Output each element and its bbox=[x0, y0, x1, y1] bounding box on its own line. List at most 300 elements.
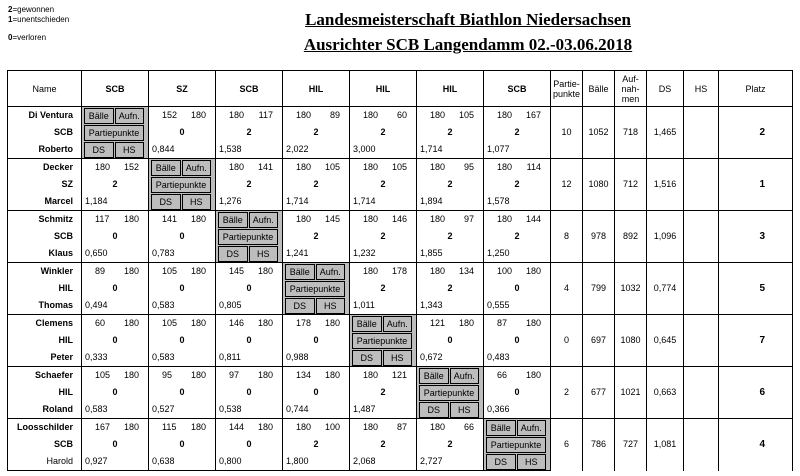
player-row-top bbox=[8, 367, 793, 385]
diag-header bbox=[350, 316, 416, 332]
match-cell bbox=[283, 107, 350, 125]
match-points: 2 bbox=[313, 127, 319, 137]
diag-partiepunkte-label: Partiepunkte bbox=[151, 177, 211, 193]
match-points: 0 bbox=[112, 387, 118, 397]
player-club: SCB bbox=[8, 436, 82, 453]
match-balls: 144 bbox=[229, 422, 245, 432]
match-points: 0 bbox=[112, 439, 118, 449]
diag-hs-label: HS bbox=[316, 298, 346, 314]
match-cell bbox=[149, 159, 216, 177]
match-points: 2 bbox=[246, 127, 252, 137]
match-ds: 1,855 bbox=[420, 248, 443, 258]
match-aufnahmen: 105 bbox=[324, 162, 340, 172]
match-balls: 180 bbox=[363, 214, 379, 224]
match-cell bbox=[350, 436, 417, 453]
match-balls: 180 bbox=[296, 422, 312, 432]
match-cell bbox=[283, 453, 350, 471]
match-balls: 180 bbox=[497, 110, 513, 120]
match-aufnahmen: 121 bbox=[391, 370, 407, 380]
match-scores bbox=[417, 160, 483, 175]
diag-ds-label: DS bbox=[84, 142, 114, 158]
diag-aufn-label: Aufn. bbox=[450, 368, 480, 384]
match-points: 2 bbox=[447, 439, 453, 449]
diag-hs-label: HS bbox=[517, 454, 547, 470]
match-cell bbox=[350, 211, 417, 229]
match-scores bbox=[283, 368, 349, 383]
total-ds: 1,516 bbox=[647, 159, 684, 211]
diag-footer bbox=[484, 454, 550, 470]
platz: 6 bbox=[719, 367, 793, 419]
match-ds: 1,250 bbox=[487, 248, 510, 258]
page-title: Landesmeisterschaft Biathlon Niedersachsen bbox=[305, 10, 631, 29]
diag-baelle-label: Bälle bbox=[218, 212, 248, 228]
match-cell bbox=[350, 367, 417, 385]
match-aufnahmen: 180 bbox=[324, 318, 340, 328]
match-cell bbox=[283, 141, 350, 159]
match-ds: 1,241 bbox=[286, 248, 309, 258]
match-cell bbox=[350, 297, 417, 315]
diag-aufn-label: Aufn. bbox=[383, 316, 413, 332]
match-aufnahmen: 180 bbox=[190, 266, 206, 276]
match-cell bbox=[149, 349, 216, 367]
header-hs: HS bbox=[684, 71, 719, 107]
match-scores bbox=[149, 108, 215, 123]
match-balls: 115 bbox=[162, 422, 177, 432]
header-team: HIL bbox=[350, 71, 417, 107]
match-balls: 180 bbox=[363, 422, 379, 432]
match-cell bbox=[216, 263, 283, 281]
match-scores bbox=[350, 368, 416, 383]
diag-partiepunkte-label: Partiepunkte bbox=[218, 229, 278, 245]
match-scores bbox=[216, 108, 282, 123]
match-cell bbox=[417, 176, 484, 193]
match-cell bbox=[350, 141, 417, 159]
diag-aufn-label: Aufn. bbox=[182, 160, 212, 176]
match-cell bbox=[350, 159, 417, 177]
match-scores bbox=[216, 316, 282, 331]
diag-header bbox=[484, 420, 550, 436]
match-cell bbox=[216, 367, 283, 385]
match-scores bbox=[82, 160, 148, 175]
match-cell bbox=[149, 315, 216, 333]
match-points: 0 bbox=[112, 283, 118, 293]
match-points: 2 bbox=[447, 179, 453, 189]
match-balls: 146 bbox=[229, 318, 245, 328]
match-scores bbox=[149, 316, 215, 331]
total-hs bbox=[684, 159, 719, 211]
diag-ds-label: DS bbox=[419, 402, 449, 418]
player-firstname: Thomas bbox=[8, 297, 82, 315]
match-cell bbox=[350, 401, 417, 419]
match-points: 0 bbox=[179, 127, 185, 137]
match-cell bbox=[149, 176, 216, 193]
platz: 7 bbox=[719, 315, 793, 367]
match-points: 0 bbox=[313, 335, 319, 345]
match-scores bbox=[82, 316, 148, 331]
match-aufnahmen: 97 bbox=[463, 214, 474, 224]
match-balls: 180 bbox=[497, 214, 513, 224]
match-cell bbox=[350, 124, 417, 141]
match-cell bbox=[216, 124, 283, 141]
player-club: SCB bbox=[8, 228, 82, 245]
total-partiepunkte: 0 bbox=[551, 315, 583, 367]
player-club: HIL bbox=[8, 384, 82, 401]
match-cell bbox=[283, 159, 350, 177]
page-subtitle: Ausrichter SCB Langendamm 02.-03.06.2018 bbox=[303, 35, 633, 54]
match-balls: 152 bbox=[162, 110, 178, 120]
match-balls: 180 bbox=[363, 370, 379, 380]
diag-ds-label: DS bbox=[486, 454, 516, 470]
match-cell bbox=[484, 124, 551, 141]
match-cell bbox=[484, 263, 551, 281]
match-aufnahmen: 180 bbox=[324, 370, 340, 380]
diag-footer bbox=[350, 350, 416, 366]
player-lastname: Schmitz bbox=[8, 211, 82, 229]
match-aufnahmen: 180 bbox=[123, 370, 139, 380]
match-aufnahmen: 145 bbox=[324, 214, 340, 224]
legend-loss: 0=verloren bbox=[8, 33, 47, 42]
match-cell bbox=[350, 349, 417, 367]
match-scores bbox=[484, 160, 550, 175]
match-balls: 121 bbox=[430, 318, 446, 328]
match-balls: 105 bbox=[162, 266, 178, 276]
match-cell bbox=[149, 193, 216, 211]
match-cell bbox=[350, 315, 417, 333]
match-cell bbox=[216, 193, 283, 211]
match-scores bbox=[82, 368, 148, 383]
match-balls: 178 bbox=[296, 318, 312, 328]
match-aufnahmen: 180 bbox=[190, 318, 206, 328]
total-baelle: 799 bbox=[583, 263, 615, 315]
match-points: 0 bbox=[514, 387, 520, 397]
match-cell bbox=[149, 124, 216, 141]
match-scores bbox=[350, 108, 416, 123]
diag-footer bbox=[283, 298, 349, 314]
diag-aufn-label: Aufn. bbox=[249, 212, 279, 228]
diag-hs-label: HS bbox=[450, 402, 480, 418]
match-cell bbox=[283, 436, 350, 453]
total-baelle: 697 bbox=[583, 315, 615, 367]
match-cell bbox=[283, 332, 350, 349]
match-cell bbox=[82, 159, 149, 177]
match-cell bbox=[484, 193, 551, 211]
match-ds: 1,077 bbox=[487, 144, 510, 154]
match-cell bbox=[283, 263, 350, 281]
match-aufnahmen: 180 bbox=[257, 266, 273, 276]
total-ds: 0,645 bbox=[647, 315, 684, 367]
header-platz: Platz bbox=[719, 71, 793, 107]
match-aufnahmen: 141 bbox=[257, 162, 273, 172]
match-cell bbox=[82, 211, 149, 229]
match-scores bbox=[216, 264, 282, 279]
match-cell bbox=[216, 349, 283, 367]
match-cell bbox=[484, 332, 551, 349]
match-scores bbox=[484, 316, 550, 331]
match-cell bbox=[82, 193, 149, 211]
total-hs bbox=[684, 367, 719, 419]
platz: 1 bbox=[719, 159, 793, 211]
match-points: 0 bbox=[313, 387, 319, 397]
match-cell bbox=[149, 332, 216, 349]
match-cell bbox=[417, 245, 484, 263]
total-aufnahmen: 1080 bbox=[615, 315, 647, 367]
diag-hs-label: HS bbox=[182, 194, 212, 210]
player-firstname: Peter bbox=[8, 349, 82, 367]
match-cell bbox=[82, 332, 149, 349]
diag-partiepunkte-label: Partiepunkte bbox=[285, 281, 345, 297]
player-lastname: Clemens bbox=[8, 315, 82, 333]
match-balls: 66 bbox=[497, 370, 508, 380]
player-lastname: Di Ventura bbox=[8, 107, 82, 125]
match-cell bbox=[216, 384, 283, 401]
match-cell bbox=[417, 280, 484, 297]
match-balls: 180 bbox=[229, 110, 245, 120]
header-team: SCB bbox=[484, 71, 551, 107]
match-cell bbox=[216, 211, 283, 229]
player-club: HIL bbox=[8, 280, 82, 297]
match-aufnahmen: 146 bbox=[391, 214, 407, 224]
header-team: HIL bbox=[417, 71, 484, 107]
match-cell bbox=[283, 193, 350, 211]
header-team: HIL bbox=[283, 71, 350, 107]
match-balls: 180 bbox=[430, 214, 446, 224]
platz: 3 bbox=[719, 211, 793, 263]
match-aufnahmen: 134 bbox=[458, 266, 474, 276]
match-cell bbox=[350, 384, 417, 401]
match-ds: 0,672 bbox=[420, 352, 443, 362]
match-cell bbox=[350, 419, 417, 437]
match-cell bbox=[283, 211, 350, 229]
diag-baelle-label: Bälle bbox=[151, 160, 181, 176]
match-cell bbox=[484, 453, 551, 471]
match-scores bbox=[283, 108, 349, 123]
match-ds: 1,714 bbox=[353, 196, 376, 206]
player-row-top bbox=[8, 419, 793, 437]
match-scores bbox=[216, 160, 282, 175]
match-cell bbox=[82, 349, 149, 367]
match-cell bbox=[149, 228, 216, 245]
match-cell bbox=[484, 384, 551, 401]
diag-aufn-label: Aufn. bbox=[517, 420, 547, 436]
match-balls: 180 bbox=[497, 162, 513, 172]
match-balls: 117 bbox=[95, 214, 110, 224]
match-scores bbox=[350, 264, 416, 279]
diag-ds-label: DS bbox=[218, 246, 248, 262]
match-cell bbox=[417, 297, 484, 315]
match-aufnahmen: 114 bbox=[526, 162, 541, 172]
match-cell bbox=[484, 401, 551, 419]
match-cell bbox=[283, 228, 350, 245]
match-ds: 0,483 bbox=[487, 352, 510, 362]
match-ds: 0,583 bbox=[152, 300, 175, 310]
match-cell bbox=[417, 159, 484, 177]
match-points: 2 bbox=[514, 179, 520, 189]
player-lastname: Loosschilder bbox=[8, 419, 82, 437]
match-cell bbox=[216, 419, 283, 437]
match-aufnahmen: 180 bbox=[458, 318, 474, 328]
player-club: SZ bbox=[8, 176, 82, 193]
match-cell bbox=[149, 297, 216, 315]
diag-ds-label: DS bbox=[352, 350, 382, 366]
match-cell bbox=[216, 401, 283, 419]
match-cell bbox=[82, 176, 149, 193]
player-lastname: Decker bbox=[8, 159, 82, 177]
match-aufnahmen: 144 bbox=[525, 214, 541, 224]
match-scores bbox=[82, 420, 148, 435]
match-ds: 0,650 bbox=[85, 248, 108, 258]
diag-partiepunkte-label: Partiepunkte bbox=[352, 333, 412, 349]
match-ds: 0,583 bbox=[85, 404, 108, 414]
match-ds: 1,276 bbox=[219, 196, 242, 206]
legend bbox=[8, 5, 69, 43]
match-points: 0 bbox=[514, 283, 520, 293]
match-scores bbox=[283, 316, 349, 331]
match-scores bbox=[216, 368, 282, 383]
match-aufnahmen: 167 bbox=[525, 110, 541, 120]
match-ds: 0,800 bbox=[219, 456, 242, 466]
player-firstname: Roland bbox=[8, 401, 82, 419]
match-ds: 1,184 bbox=[85, 196, 108, 206]
match-points: 2 bbox=[313, 439, 319, 449]
match-cell bbox=[484, 176, 551, 193]
header-baelle: Bälle bbox=[583, 71, 615, 107]
match-cell bbox=[82, 453, 149, 471]
match-aufnahmen: 180 bbox=[190, 370, 206, 380]
match-cell bbox=[82, 315, 149, 333]
match-scores bbox=[484, 212, 550, 227]
match-cell bbox=[417, 124, 484, 141]
match-cell bbox=[283, 315, 350, 333]
match-aufnahmen: 180 bbox=[525, 318, 541, 328]
match-scores bbox=[350, 420, 416, 435]
match-cell bbox=[82, 141, 149, 159]
match-cell bbox=[417, 141, 484, 159]
match-ds: 0,538 bbox=[219, 404, 242, 414]
match-cell bbox=[350, 193, 417, 211]
match-points: 2 bbox=[380, 179, 386, 189]
total-partiepunkte: 6 bbox=[551, 419, 583, 471]
total-baelle: 677 bbox=[583, 367, 615, 419]
match-points: 0 bbox=[179, 283, 185, 293]
match-scores bbox=[417, 420, 483, 435]
diag-header bbox=[417, 368, 483, 384]
diag-hs-label: HS bbox=[383, 350, 413, 366]
match-points: 0 bbox=[179, 439, 185, 449]
match-cell bbox=[484, 297, 551, 315]
match-cell bbox=[283, 349, 350, 367]
match-cell bbox=[216, 176, 283, 193]
total-aufnahmen: 1032 bbox=[615, 263, 647, 315]
diag-footer bbox=[417, 402, 483, 418]
match-scores bbox=[149, 212, 215, 227]
match-scores bbox=[82, 264, 148, 279]
total-aufnahmen: 1021 bbox=[615, 367, 647, 419]
match-cell bbox=[417, 367, 484, 385]
match-aufnahmen: 180 bbox=[257, 370, 273, 380]
diag-footer bbox=[82, 142, 148, 158]
header-team: SCB bbox=[82, 71, 149, 107]
match-points: 0 bbox=[246, 439, 252, 449]
match-cell bbox=[484, 211, 551, 229]
match-aufnahmen: 66 bbox=[463, 422, 474, 432]
match-cell bbox=[82, 419, 149, 437]
match-cell bbox=[417, 228, 484, 245]
match-ds: 1,800 bbox=[286, 456, 309, 466]
match-cell bbox=[417, 193, 484, 211]
match-cell bbox=[417, 263, 484, 281]
diag-aufn-label: Aufn. bbox=[316, 264, 346, 280]
diag-footer bbox=[216, 246, 282, 262]
match-aufnahmen: 180 bbox=[123, 266, 139, 276]
total-ds: 1,465 bbox=[647, 107, 684, 159]
match-scores bbox=[283, 212, 349, 227]
match-cell bbox=[350, 332, 417, 349]
diag-header bbox=[149, 160, 215, 176]
match-cell bbox=[417, 453, 484, 471]
match-aufnahmen: 100 bbox=[324, 422, 340, 432]
legend-win: 2=gewonnen bbox=[8, 5, 55, 14]
match-balls: 180 bbox=[430, 162, 446, 172]
match-points: 0 bbox=[447, 335, 453, 345]
match-balls: 180 bbox=[296, 110, 312, 120]
total-ds: 1,096 bbox=[647, 211, 684, 263]
diag-footer bbox=[149, 194, 215, 210]
match-ds: 1,487 bbox=[353, 404, 376, 414]
match-cell bbox=[82, 263, 149, 281]
total-partiepunkte: 12 bbox=[551, 159, 583, 211]
player-firstname: Marcel bbox=[8, 193, 82, 211]
match-balls: 134 bbox=[296, 370, 312, 380]
match-cell bbox=[216, 228, 283, 245]
match-points: 2 bbox=[447, 127, 453, 137]
match-cell bbox=[484, 228, 551, 245]
player-row-top bbox=[8, 263, 793, 281]
match-aufnahmen: 180 bbox=[257, 318, 273, 328]
player-row-top bbox=[8, 107, 793, 125]
match-points: 0 bbox=[112, 231, 118, 241]
match-balls: 180 bbox=[363, 266, 379, 276]
match-scores bbox=[149, 264, 215, 279]
match-scores bbox=[484, 264, 550, 279]
diag-hs-label: HS bbox=[115, 142, 145, 158]
match-points: 2 bbox=[380, 127, 386, 137]
match-points: 2 bbox=[112, 179, 118, 189]
match-points: 0 bbox=[179, 387, 185, 397]
match-scores bbox=[283, 160, 349, 175]
match-aufnahmen: 180 bbox=[123, 214, 139, 224]
match-cell bbox=[484, 367, 551, 385]
match-ds: 0,583 bbox=[152, 352, 175, 362]
total-baelle: 978 bbox=[583, 211, 615, 263]
match-points: 2 bbox=[447, 231, 453, 241]
match-aufnahmen: 180 bbox=[190, 422, 206, 432]
match-cell bbox=[216, 453, 283, 471]
match-aufnahmen: 105 bbox=[458, 110, 474, 120]
match-ds: 0,638 bbox=[152, 456, 175, 466]
match-scores bbox=[484, 108, 550, 123]
match-cell bbox=[484, 315, 551, 333]
match-balls: 105 bbox=[95, 370, 111, 380]
match-aufnahmen: 180 bbox=[525, 370, 541, 380]
match-cell bbox=[283, 176, 350, 193]
match-cell bbox=[484, 107, 551, 125]
match-ds: 0,333 bbox=[85, 352, 108, 362]
match-points: 0 bbox=[112, 335, 118, 345]
diag-ds-label: DS bbox=[285, 298, 315, 314]
match-cell bbox=[484, 245, 551, 263]
match-scores bbox=[149, 368, 215, 383]
match-ds: 0,805 bbox=[219, 300, 242, 310]
